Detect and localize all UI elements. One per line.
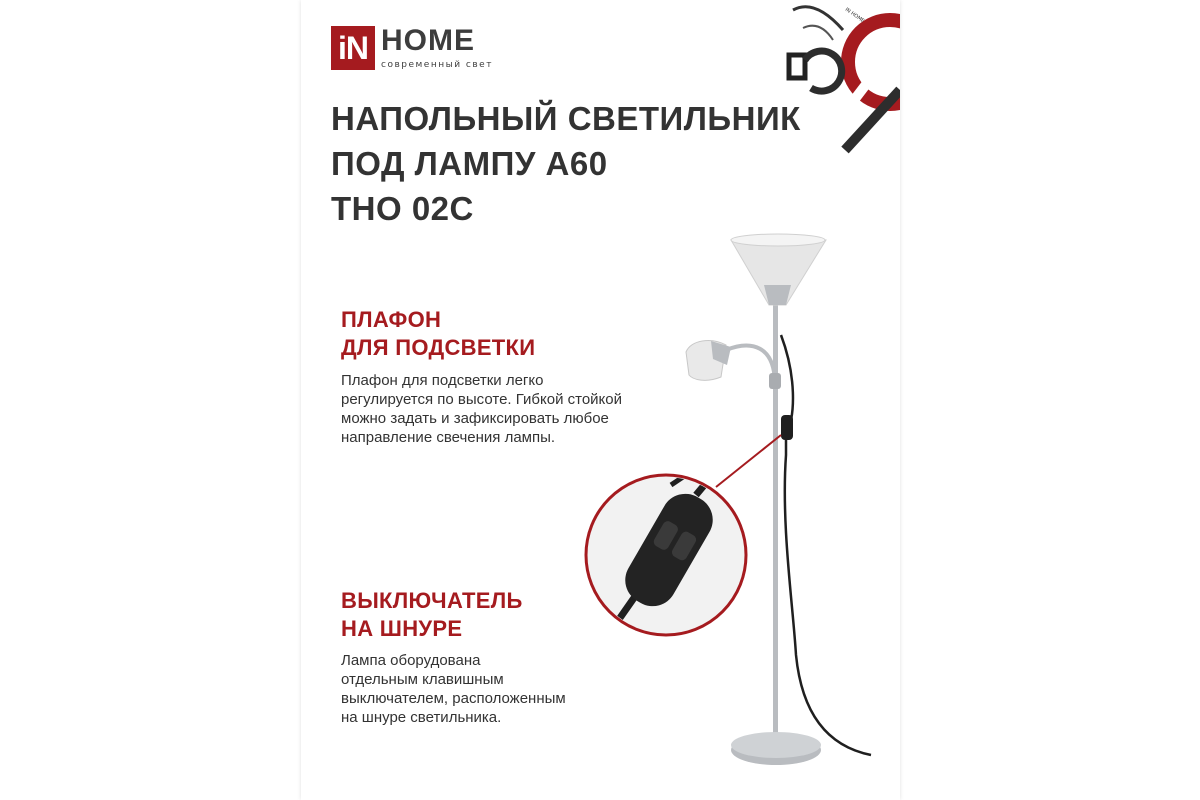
- page-title: [331, 96, 871, 231]
- heading-line: НА ШНУРЕ: [341, 616, 463, 641]
- ribbon-text: IN HOME: [843, 6, 866, 25]
- body-line: регулируется по высоте. Гибкой стойкой: [341, 391, 622, 408]
- heading-line: ПЛАФОН: [341, 307, 442, 332]
- body-line: Лампа оборудована: [341, 652, 481, 669]
- heading-line: ДЛЯ ПОДСВЕТКИ: [341, 335, 536, 360]
- body-line: Плафон для подсветки легко: [341, 372, 544, 389]
- body-line: направление свечения лампы.: [341, 429, 556, 446]
- callout-line: [716, 435, 781, 487]
- section-heading-shade: [341, 306, 535, 362]
- body-line: отдельным клавишным: [341, 671, 504, 688]
- title-line-3: ТНО 02С: [331, 190, 474, 227]
- logo-box: iN: [331, 26, 375, 70]
- switch-zoom-circle: [586, 465, 746, 645]
- power-cord: [781, 335, 871, 755]
- brand-logo: [331, 26, 493, 70]
- body-line: выключателем, расположенным: [341, 690, 566, 707]
- section-heading-switch: [341, 587, 523, 643]
- cord-switch-small: [781, 415, 793, 440]
- body-line: на шнуре светильника.: [341, 709, 502, 726]
- floor-lamp-illustration: [581, 225, 900, 785]
- title-line-2: ПОД ЛАМПУ А60: [331, 145, 608, 182]
- logo-word: HOME: [381, 24, 475, 57]
- logo-tagline: современный свет: [381, 60, 493, 70]
- flexible-arm: [726, 346, 775, 385]
- logo-text: [381, 26, 493, 70]
- product-card: [301, 0, 900, 800]
- body-line: можно задать и зафиксировать любое: [341, 410, 609, 427]
- heading-line: ВЫКЛЮЧАТЕЛЬ: [341, 588, 523, 613]
- title-line-1: НАПОЛЬНЫЙ СВЕТИЛЬНИК: [331, 100, 801, 137]
